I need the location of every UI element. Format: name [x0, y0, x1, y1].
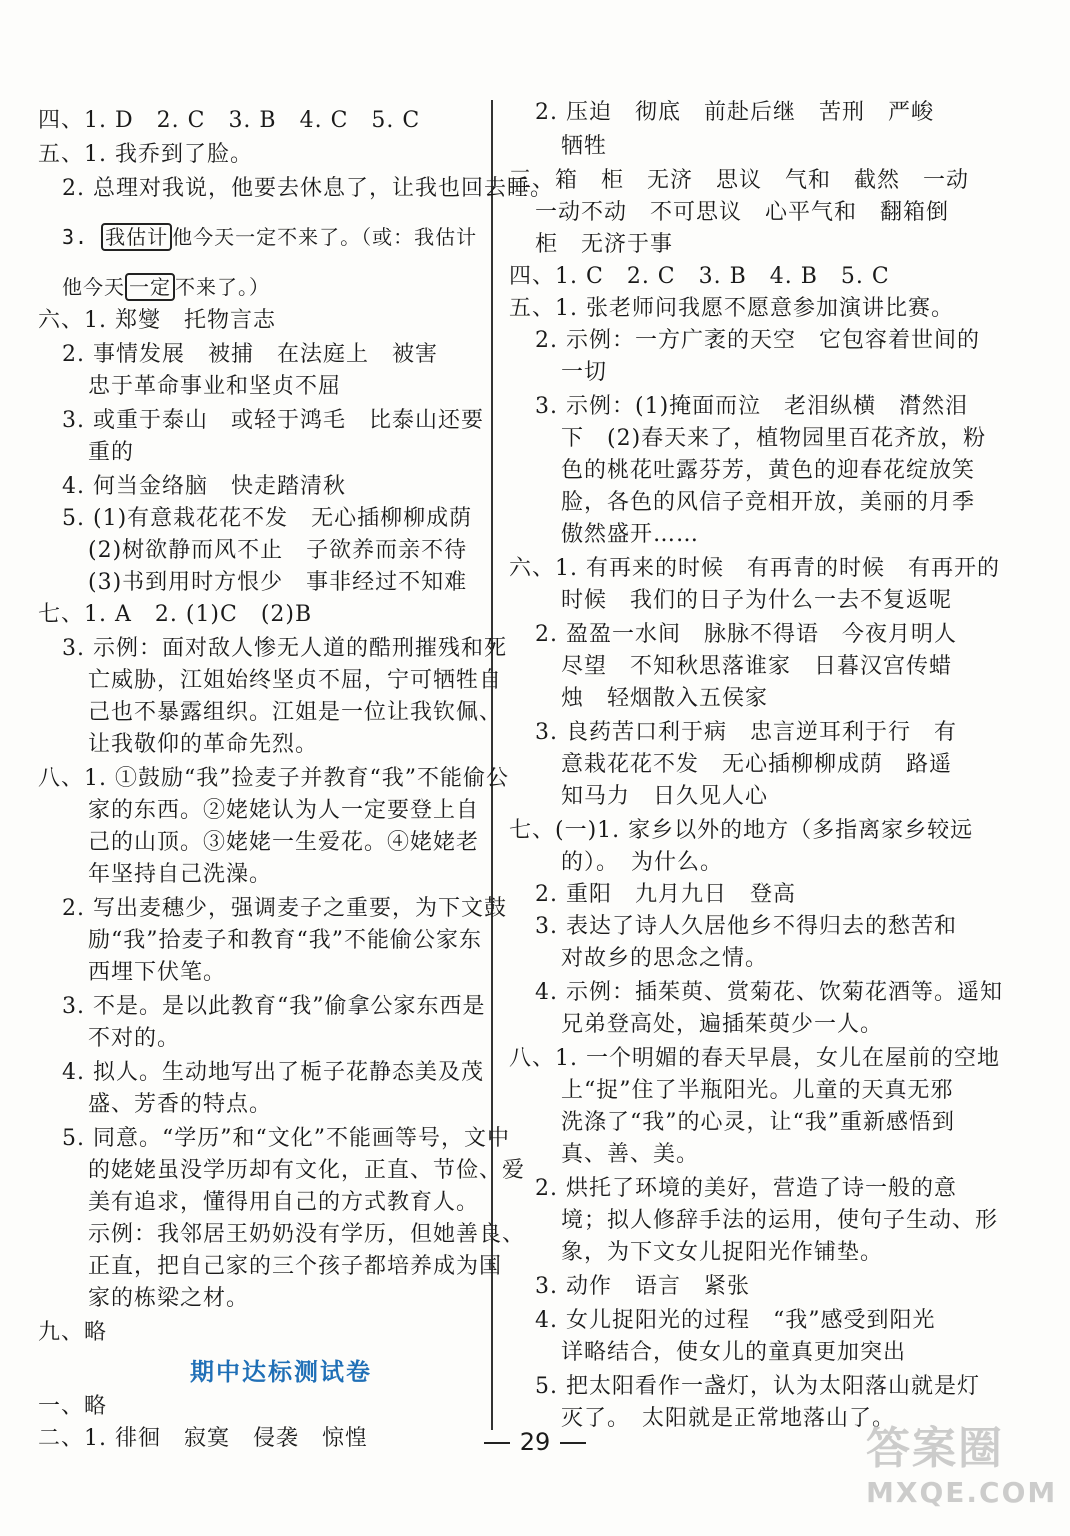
watermark-logo: 答案圈 [866, 1423, 1004, 1474]
answer-line: 四、1. C 2. C 3. B 4. B 5. C [509, 264, 890, 289]
answer-line: 柜 无济于事 [535, 232, 674, 257]
answer-line: 4. 何当金络脑 快走踏清秋 [62, 474, 346, 499]
watermark-url: MXQE.COM [866, 1476, 1058, 1509]
answer-line: 2. 写出麦穗少，强调麦子之重要，为下文鼓 [62, 896, 507, 921]
answer-line: 八、1. ①鼓励“我”捡麦子并教育“我”不能偷公 [38, 766, 509, 791]
answer-line: 亡威胁，江姐始终坚贞不屈，宁可牺牲自 [88, 668, 503, 693]
answer-line: 牺牲 [561, 134, 608, 159]
answer-line: 3. 我估计 他今天一定不来了。（或：我估计 [62, 225, 478, 249]
answer-line: 4. 拟人。生动地写出了栀子花静态美及茂 [62, 1060, 484, 1085]
answer-line: (2)树欲静而风不止 子欲养而亲不待 [88, 538, 468, 563]
answer-line: 3. 示例：(1)掩面而泣 老泪纵横 潸然泪 [535, 394, 969, 419]
answer-line: 励“我”拾麦子和教育“我”不能偷公家东 [88, 928, 482, 953]
answer-line: 3. 不是。是以此教育“我”偷拿公家东西是 [62, 994, 486, 1019]
answer-line: 时候 我们的日子为什么一去不复返呢 [561, 588, 953, 613]
answer-line: 2. 事情发展 被捕 在法庭上 被害 [62, 342, 438, 367]
answer-line: 美有追求，懂得用自己的方式教育人。 [88, 1190, 480, 1215]
answer-line: 2. 压迫 彻底 前赴后继 苦刑 严峻 [535, 100, 934, 125]
answer-line: 重的 [88, 440, 135, 465]
answer-line: 象，为下文女儿捉阳光作铺垫。 [561, 1240, 884, 1265]
answer-line: 2. 盈盈一水间 脉脉不得语 今夜月明人 [535, 622, 957, 647]
section-title: 期中达标测试卷 [190, 1358, 372, 1386]
answer-line: 不对的。 [88, 1026, 181, 1051]
answer-line: 五、1. 张老师问我愿不愿意参加演讲比赛。 [509, 296, 954, 321]
answer-line: 正直，把自己家的三个孩子都培养成为国 [88, 1254, 503, 1279]
answer-line: 一动不动 不可思议 心平气和 翻箱倒 [535, 200, 950, 225]
watermark [866, 1422, 1056, 1522]
answer-line: 四、1. D 2. C 3. B 4. C 5. C [38, 108, 421, 133]
answer-line: 真、善、美。 [561, 1142, 700, 1167]
answer-line: 对故乡的思念之情。 [561, 946, 769, 971]
answer-line: 尽望 不知秋思落谁家 日暮汉宫传蜡 [561, 654, 953, 679]
answer-line: 烛 轻烟散入五侯家 [561, 686, 769, 711]
answer-line: 2. 总理对我说，他要去休息了，让我也回去睡。 [62, 176, 553, 201]
answer-line: 兄弟登高处，遍插茱萸少一人。 [561, 1012, 884, 1037]
answer-line: 八、1. 一个明媚的春天早晨，女儿在屋前的空地 [509, 1046, 1000, 1071]
answer-line: 上“捉”住了半瓶阳光。儿童的天真无邪 [561, 1078, 954, 1103]
answer-line: 5. 把太阳看作一盏灯，认为太阳落山就是灯 [535, 1374, 980, 1399]
answer-line: 4. 示例：插茱萸、赏菊花、饮菊花酒等。遥知 [535, 980, 1003, 1005]
answer-line: 3. 或重于泰山 或轻于鸿毛 比泰山还要 [62, 408, 484, 433]
answer-line: 傲然盛开…… [561, 522, 700, 547]
answer-line: 己也不暴露组织。江姐是一位让我钦佩、 [88, 700, 503, 725]
answer-line: 九、略 [38, 1320, 108, 1345]
answer-line: 知马力 日久见人心 [561, 784, 769, 809]
answer-line: 己的山顶。③姥姥一生爱花。④姥姥老 [88, 830, 480, 855]
correction-box: 我估计 [101, 223, 172, 251]
answer-line: 3. 动作 语言 紧张 [535, 1274, 750, 1299]
answer-line: 意栽花花不发 无心插柳柳成荫 路遥 [561, 752, 953, 777]
answer-line: 家的东西。②姥姥认为人一定要登上自 [88, 798, 480, 823]
answer-line: 五、1. 我乔到了脸。 [38, 142, 253, 167]
answer-line: 示例：我邻居王奶奶没有学历，但她善良、 [88, 1222, 526, 1247]
answer-line: 境；拟人修辞手法的运用，使句子生动、形 [561, 1208, 999, 1233]
answer-line: 的）。 为什么。 [561, 850, 724, 875]
answer-line: 盛、芳香的特点。 [88, 1092, 273, 1117]
answer-line: 灭了。 太阳就是正常地落山了。 [561, 1406, 896, 1431]
answer-line: 七、1. A 2. (1)C (2)B [38, 602, 313, 627]
answer-line: 六、1. 有再来的时候 有再青的时候 有再开的 [509, 556, 1000, 581]
answer-line: 七、(一)1. 家乡以外的地方（多指离家乡较远 [509, 818, 974, 843]
answer-line: 让我敬仰的革命先烈。 [88, 732, 319, 757]
answer-line: 六、1. 郑燮 托物言志 [38, 308, 276, 333]
answer-line: 2. 示例：一方广袤的天空 它包容着世间的 [535, 328, 980, 353]
answer-line: 5. (1)有意栽花花不发 无心插柳柳成荫 [62, 506, 473, 531]
answer-line: (3)书到用时方恨少 事非经过不知难 [88, 570, 468, 595]
answer-line: 下 (2)春天来了，植物园里百花齐放，粉 [561, 426, 987, 451]
answer-line: 2. 烘托了环境的美好，营造了诗一般的意 [535, 1176, 957, 1201]
answer-line: 洗涤了“我”的心灵，让“我”重新感悟到 [561, 1110, 955, 1135]
answer-line: 4. 女儿捉阳光的过程 “我”感受到阳光 [535, 1308, 936, 1333]
answer-line [62, 272, 270, 302]
answer-text: 他今天 [62, 275, 125, 299]
answer-line: 年坚持自己洗澡。 [88, 862, 273, 887]
answer-line: 3. 表达了诗人久居他乡不得归去的愁苦和 [535, 914, 957, 939]
answer-line: 5. 同意。“学历”和“文化”不能画等号，文中 [62, 1126, 510, 1151]
answer-line: 2. 重阳 九月九日 登高 [535, 882, 796, 907]
answer-line: 3. 良药苦口利于病 忠言逆耳利于行 有 [535, 720, 957, 745]
answer-text: 他今天一定不来了。（或：我估计 [172, 225, 478, 249]
answer-text: 不来了。） [175, 275, 270, 299]
answer-line: 三、箱 柜 无济 思议 气和 截然 一动 [509, 168, 970, 193]
answer-line: 一、略 [38, 1394, 108, 1419]
answer-line: 的姥姥虽没学历却有文化，正直、节俭、爱 [88, 1158, 526, 1183]
answer-line: 一切 [561, 360, 608, 385]
answer-line: 西埋下伏笔。 [88, 960, 227, 985]
answer-line: 忠于革命事业和坚贞不屈 [88, 374, 342, 399]
answer-line: 脸，各色的风信子竞相开放，美丽的月季 [561, 490, 976, 515]
page-number-text: 29 [519, 1428, 551, 1456]
answer-line: 详略结合，使女儿的童真更加突出 [561, 1340, 907, 1365]
answer-line: 3. 示例：面对敌人惨无人道的酷刑摧残和死 [62, 636, 507, 661]
answer-line: 二、1. 徘徊 寂寞 侵袭 惊惶 [38, 1426, 368, 1451]
answer-line: 色的桃花吐露芬芳，黄色的迎春花绽放笑 [561, 458, 976, 483]
correction-box: 一定 [125, 273, 175, 301]
answer-line: 家的栋梁之材。 [88, 1286, 250, 1311]
page-number [455, 1428, 615, 1456]
